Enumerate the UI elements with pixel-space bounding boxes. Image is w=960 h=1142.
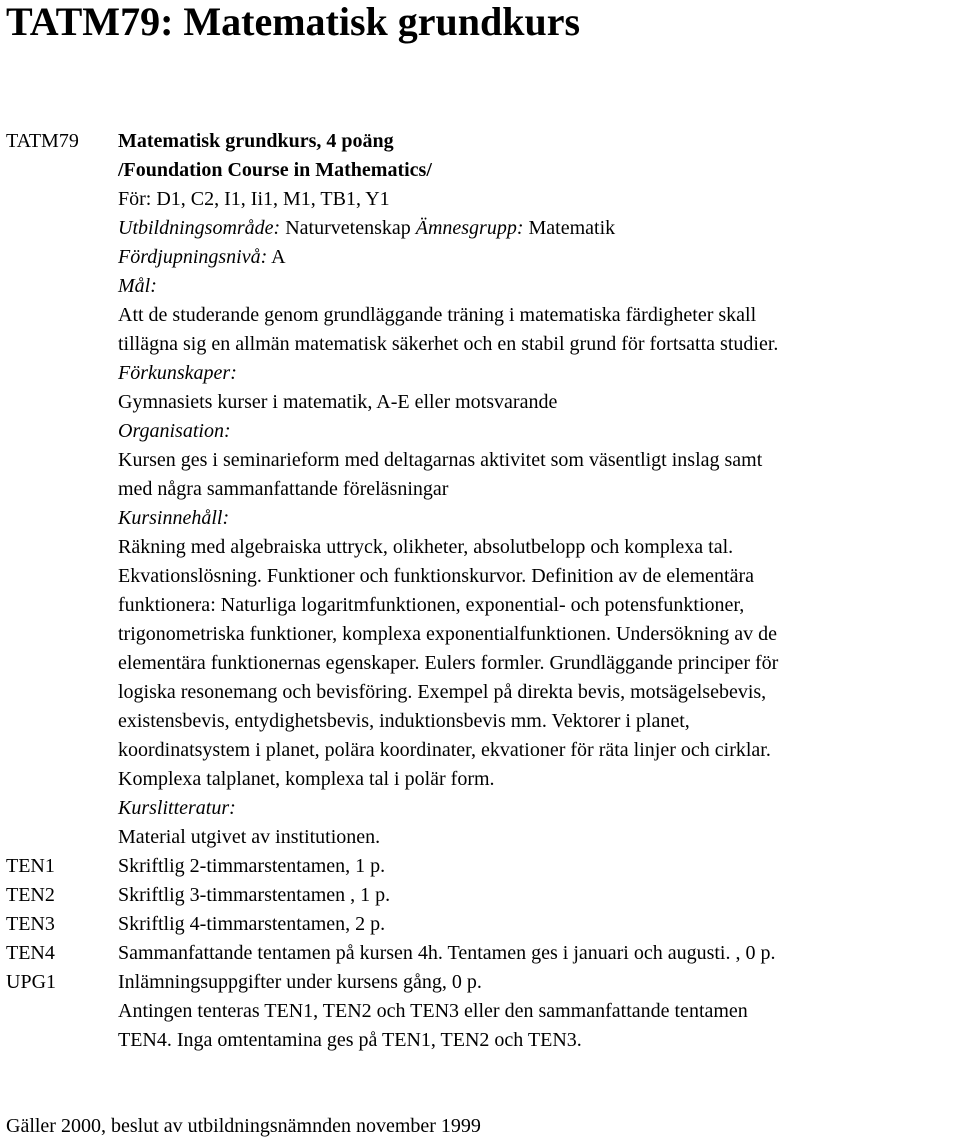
exam-row: [0, 968, 960, 997]
exam-code: TEN3: [6, 913, 55, 935]
subject-value: Matematik: [528, 217, 616, 239]
exam-text: Skriftlig 3-timmarstentamen , 1 p.: [118, 884, 391, 906]
prereq-label: Förkunskaper:: [118, 362, 237, 384]
prereq-text: Gymnasiets kurser i matematik, A-E eller motsvarande: [118, 391, 558, 413]
org-label-row: [0, 417, 960, 446]
exam-row: [0, 939, 960, 968]
course-name: Matematisk grundkurs, 4 poäng: [118, 130, 394, 152]
content-line: [0, 765, 960, 794]
lit-row: [0, 823, 960, 852]
goal-label: Mål:: [118, 275, 157, 297]
content-label-row: [0, 504, 960, 533]
course-for-programs: För: D1, C2, I1, Ii1, M1, TB1, Y1: [118, 188, 390, 210]
content-label: Kursinnehåll:: [118, 507, 230, 529]
subject-label: Ämnesgrupp:: [415, 217, 524, 239]
area-label: Utbildningsområde:: [118, 217, 281, 239]
exam-note-line: [0, 997, 960, 1026]
exam-text: Inlämningsuppgifter under kursens gång, 0 p.: [118, 971, 482, 993]
prereq-row: [0, 388, 960, 417]
prereq-label-row: [0, 359, 960, 388]
content-line: [0, 736, 960, 765]
org-line: [0, 446, 960, 475]
lit-label-row: [0, 794, 960, 823]
exam-text: Skriftlig 4-timmarstentamen, 2 p.: [118, 913, 386, 935]
content-line: [0, 649, 960, 678]
course-for-row: [0, 185, 960, 214]
content-line: [0, 591, 960, 620]
exam-code: UPG1: [6, 971, 57, 993]
exam-note-line-1: Antingen tenteras TEN1, TEN2 och TEN3 eller den sammanfattande tentamen: [118, 1000, 748, 1022]
exam-row: [0, 852, 960, 881]
content-text-line-2: Ekvationslösning. Funktioner och funktionskurvor. Definition av de elementära: [118, 565, 754, 587]
content-text-line-3: funktionera: Naturliga logaritmfunktionen, exponential- och potensfunktioner,: [118, 594, 745, 616]
exam-code: TEN1: [6, 855, 55, 877]
content-line: [0, 533, 960, 562]
content-line: [0, 678, 960, 707]
level-label: Fördjupningsnivå:: [118, 246, 268, 268]
exam-code: TEN4: [6, 942, 55, 964]
course-code: TATM79: [6, 130, 79, 152]
course-english-name: /Foundation Course in Mathematics/: [118, 159, 432, 181]
course-description: [0, 127, 960, 1055]
goal-label-row: [0, 272, 960, 301]
exam-note-line: [0, 1026, 960, 1055]
course-level-row: [0, 243, 960, 272]
content-line: [0, 620, 960, 649]
exam-text: Sammanfattande tentamen på kursen 4h. Tentamen ges i januari och augusti. , 0 p.: [118, 942, 776, 964]
goal-text-line-2: tillägna sig en allmän matematisk säkerhet och en stabil grund för fortsatta studier.: [118, 333, 779, 355]
goal-line: [0, 301, 960, 330]
course-header-row: [0, 127, 960, 156]
content-text-line-1: Räkning med algebraiska uttryck, olikheter, absolutbelopp och komplexa tal.: [118, 536, 734, 558]
validity-footer: Gäller 2000, beslut av utbildningsnämnden november 1999: [6, 1115, 481, 1137]
content-text-line-4: trigonometriska funktioner, komplexa exponentialfunktionen. Undersökning av de: [118, 623, 778, 645]
org-text-line-1: Kursen ges i seminarieform med deltagarnas aktivitet som väsentligt inslag samt: [118, 449, 763, 471]
goal-text-line-1: Att de studerande genom grundläggande träning i matematiska färdigheter skall: [118, 304, 757, 326]
area-value: Naturvetenskap: [285, 217, 411, 239]
org-line: [0, 475, 960, 504]
org-text-line-2: med några sammanfattande föreläsningar: [118, 478, 449, 500]
exam-code: TEN2: [6, 884, 55, 906]
goal-line: [0, 330, 960, 359]
exam-row: [0, 910, 960, 939]
content-line: [0, 707, 960, 736]
content-text-line-5: elementära funktionernas egenskaper. Eulers formler. Grundläggande principer för: [118, 652, 779, 674]
lit-text: Material utgivet av institutionen.: [118, 826, 381, 848]
exam-text: Skriftlig 2-timmarstentamen, 1 p.: [118, 855, 386, 877]
content-line: [0, 562, 960, 591]
lit-label: Kurslitteratur:: [118, 797, 236, 819]
content-text-line-8: koordinatsystem i planet, polära koordinater, ekvationer för räta linjer och cirklar.: [118, 739, 771, 761]
org-label: Organisation:: [118, 420, 231, 442]
exam-row: [0, 881, 960, 910]
course-area-row: [0, 214, 960, 243]
exam-note-line-2: TEN4. Inga omtentamina ges på TEN1, TEN2 och TEN3.: [118, 1029, 582, 1051]
course-english-row: [0, 156, 960, 185]
content-text-line-9: Komplexa talplanet, komplexa tal i polär form.: [118, 768, 495, 790]
level-value: A: [271, 246, 286, 268]
content-text-line-6: logiska resonemang och bevisföring. Exempel på direkta bevis, motsägelsebevis,: [118, 681, 767, 703]
page-title: TATM79: Matematisk grundkurs: [6, 0, 581, 44]
content-text-line-7: existensbevis, entydighetsbevis, induktionsbevis mm. Vektorer i planet,: [118, 710, 690, 732]
